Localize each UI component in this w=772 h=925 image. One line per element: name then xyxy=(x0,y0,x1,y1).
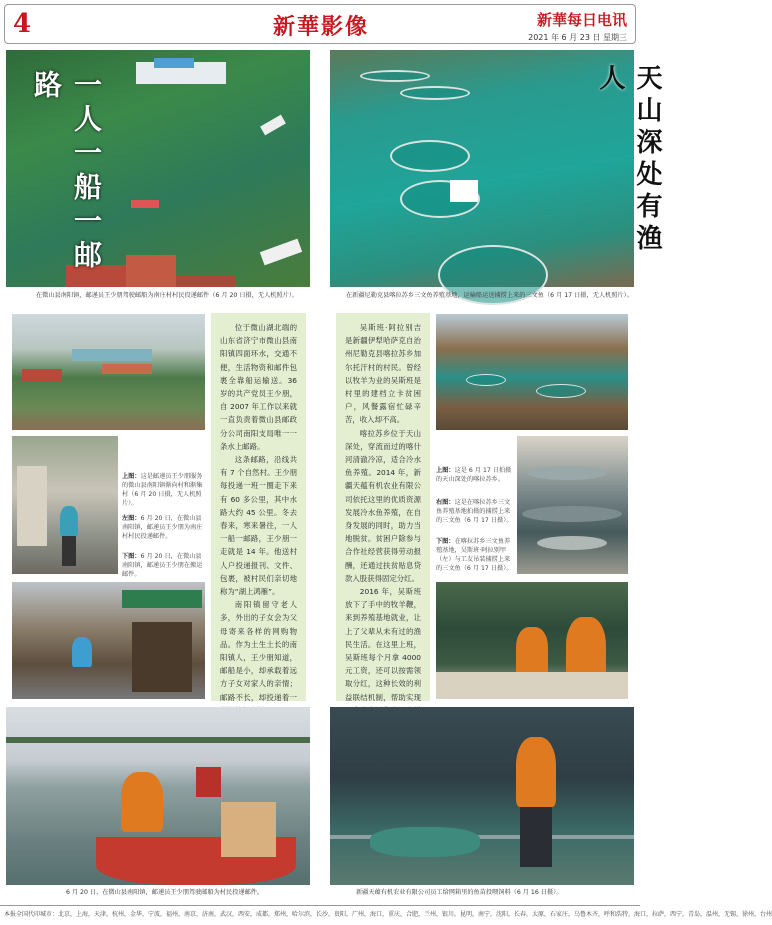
left-side-caption-3: 下图：6 月 20 日，在微山县南阳镇，邮递员王少朋在搬运邮件。 xyxy=(122,553,203,578)
right-side-caption-1: 上图：这是 6 月 17 日拍摄的天山深处的喀拉苏乡。 xyxy=(436,467,512,483)
photo-fish-workers xyxy=(436,582,628,699)
photo-postman-boat xyxy=(6,707,310,885)
footer-divider xyxy=(0,905,640,906)
photo-lake-villages xyxy=(12,314,205,430)
left-paragraph-1: 位于微山湖北端的山东省济宁市微山县南阳镇四面环水，交通不便，生活物资和邮件包裹全靠船运输送。36 岁的共产党员王少朋，自 2007 年工作以来就一直负责着微山县邮政分公司南阳支局唯一一条水上邮路。 xyxy=(220,323,297,451)
photo-mail-boat-aerial xyxy=(6,50,310,287)
photo-tianshan-canyon xyxy=(436,314,628,430)
photo-postman-shop xyxy=(12,582,205,699)
left-story-title: 一人一船一邮路 xyxy=(30,70,103,274)
left-paragraph-3: 南阳镇留守老人多，外出的子女会为父母寄来各样的网购物品。作为土生土长的南阳镇人，王少朋知道，邮船是小，却承载着远方子女对家人的亲情；邮路不长，却投递着一 xyxy=(220,600,297,702)
printing-cities-footer: 本报全国代印城市：北京，上海，天津，杭州，金华，宁波，福州，南京，济南，武汉，西安，成都，郑州，哈尔滨，长沙，贵阳，广州，海口，重庆，合肥，兰州，银川，昆明，南宁，沈阳，长春，太原，石家庄，乌鲁木齐，呼和浩特，海口，拉萨，西宁，青岛，温州，无锡，徐州，台州 xyxy=(4,911,772,918)
right-paragraph-3: 2016 年，吴斯班放下了手中的牧羊鞭，来到养殖基地就业，让上了父辈从未有过的渔民生活。在这里上班，吴斯班每个月拿 4000 元工资，还可以按需领取分红，这种长效的利益联结机制，帮助实现 xyxy=(345,587,421,702)
right-side-caption-3: 下图：在喀拉苏乡三文鱼养殖基地，吴斯班·阿拉别甲（左）与工友吊装捕捞上来的三文鱼（6 月 17 日摄）。 xyxy=(436,538,513,572)
right-story-title: 天山深处有渔人 xyxy=(595,64,662,256)
issue-date: 2021 年 6 月 23 日 星期三 xyxy=(528,33,627,42)
right-top-caption: 在新疆尼勒克县喀拉苏乡三文鱼养殖基地，运输船运送捕捞上来的三文鱼（6 月 17 日摄，无人机照片）。 xyxy=(346,292,633,299)
left-side-caption-1: 上图：这是邮递员王少朋服务的微山县南阳镇渐向村和渐集村（6 月 20 日摄，无人机照片）。 xyxy=(122,473,203,507)
photo-feeding-fish xyxy=(330,707,634,885)
right-bottom-caption: 新疆天蕴有机农业有限公司员工给网箱里的鱼苗投喂饲料（6 月 16 日摄）。 xyxy=(356,889,563,896)
page-header xyxy=(4,4,636,44)
masthead-title: 新華影像 xyxy=(272,14,369,40)
left-bottom-caption: 6 月 20 日，在微山县南阳镇，邮递员王少朋驾驶邮船为村民投递邮件。 xyxy=(66,889,264,896)
right-side-caption-2: 右图：这是在喀拉苏乡三文鱼养殖基地拍摄的捕捞上来的三文鱼（6 月 17 日摄）。 xyxy=(436,499,513,524)
right-article-panel xyxy=(336,313,430,701)
newspaper-brand: 新華每日电讯 xyxy=(536,11,627,29)
right-paragraph-2: 喀拉苏乡位于天山深处，穿流而过的喀什河清澈冷凉，适合冷水鱼养殖。2014 年，新疆天蕴有机农业有限公司依托这里的优质资源发展冷水鱼养殖，在自身发展的同时，助力当地脱贫。贫困户除参与合作社经营获得劳动报酬，还通过扶贫贴息贷款入股获得固定分红。 xyxy=(345,428,421,583)
right-paragraph-1: 吴斯班·阿拉别吉是新疆伊犁哈萨克自治州尼勒克县喀拉苏乡加尔托汗村的村民。曾经以牧羊为业的吴斯班是村里的建档立卡贫困户，风餐露宿忙碌辛苦，收入却不高。 xyxy=(345,323,421,425)
left-side-caption-2: 左图：6 月 20 日，在微山县南阳镇，邮递员王少朋为南庄村村民投递邮件。 xyxy=(122,515,203,540)
page-number: 4 xyxy=(13,9,32,39)
photo-postman-alley xyxy=(12,436,118,574)
photo-salmon-catch xyxy=(517,436,628,574)
left-top-caption: 在微山县南阳镇，邮递员王少朋驾驶邮船为南庄村村民投递邮件（6 月 20 日摄，无人机照片）。 xyxy=(36,292,299,299)
photo-fish-farm-aerial xyxy=(330,50,662,287)
left-paragraph-2: 这条邮路，沿线共有 7 个自然村。王少朋每投递一班一圈走下来有 60 多公里，其中水路大约 45 公里。冬去春来，寒来暑往，一人一船一邮路，王少朋一走就是 14 年。他送村人户投递报刊、文件、包裹，被村民们亲切地称为“湖上鸿雁”。 xyxy=(220,455,297,597)
masthead-right xyxy=(528,9,627,43)
left-article-panel xyxy=(211,313,306,701)
